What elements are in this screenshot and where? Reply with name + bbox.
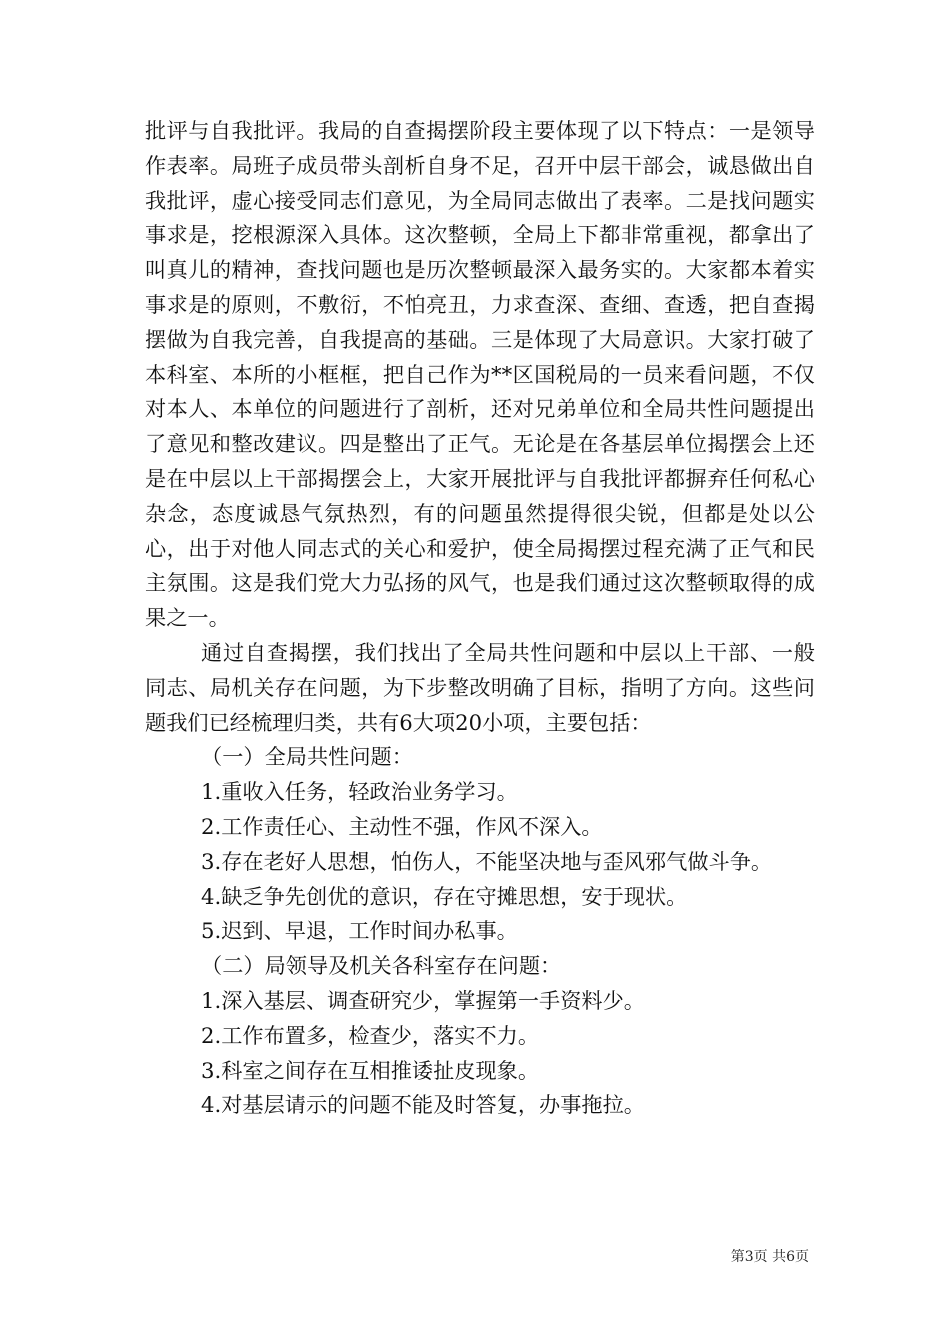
list-item: 3.科室之间存在互相推诿扯皮现象。 bbox=[201, 1057, 540, 1083]
list-item: 4.对基层请示的问题不能及时答复，办事拖拉。 bbox=[201, 1092, 645, 1118]
document-body bbox=[145, 114, 815, 1123]
list-item: 1.重收入任务，轻政治业务学习。 bbox=[201, 779, 518, 805]
list-item: 2.工作责任心、主动性不强，作风不深入。 bbox=[201, 813, 603, 839]
paragraph-problems-summary: 通过自查揭摆，我们找出了全局共性问题和中层以上干部、一般同志、局机关存在问题，为下步整改明确了目标，指明了方向。这些问题我们已经梳理归类，共有6大项20小项，主要包括： bbox=[145, 639, 815, 735]
list-item: 3.存在老好人思想，怕伤人，不能坚决地与歪风邪气做斗争。 bbox=[201, 848, 773, 874]
section-title-common-problems: （一）全局共性问题： bbox=[201, 744, 413, 770]
list-item: 4.缺乏争先创优的意识，存在守摊思想，安于现状。 bbox=[201, 883, 688, 909]
paragraph-self-examination: 批评与自我批评。我局的自查揭摆阶段主要体现了以下特点：一是领导作表率。局班子成员带头剖析自身不足，召开中层干部会，诚恳做出自我批评，虚心接受同志们意见，为全局同志做出了表率。二是找问题实事求是，挖根源深入具体。这次整顿，全局上下都非常重视，都拿出了叫真儿的精神，查找问题也是历次整顿最深入最务实的。大家都本着实事求是的原则，不敷衍，不怕亮丑，力求查深、查细、查透，把自查揭摆做为自我完善，自我提高的基础。三是体现了大局意识。大家打破了本科室、本所的小框框，把自己作为**区国税局的一员来看问题，不仅对本人、本单位的问题进行了剖析，还对兄弟单位和全局共性问题提出了意见和整改建议。四是整出了正气。无论是在各基层单位揭摆会上还是在中层以上干部揭摆会上，大家开展批评与自我批评都摒弃任何私心杂念，态度诚恳气氛热烈，有的问题虽然提得很尖锐，但都是处以公心，出于对他人同志式的关心和爱护，使全局揭摆过程充满了正气和民主氛围。这是我们党大力弘扬的风气，也是我们通过这次整顿取得的成果之一。 bbox=[145, 118, 815, 631]
section-title-leadership-problems: （二）局领导及机关各科室存在问题： bbox=[201, 953, 562, 979]
page-number: 第3页 共6页 bbox=[730, 1249, 809, 1265]
list-item: 5.迟到、早退，工作时间办私事。 bbox=[201, 918, 518, 944]
list-item: 1.深入基层、调查研究少，掌握第一手资料少。 bbox=[201, 987, 645, 1013]
list-item: 2.工作布置多，检查少，落实不力。 bbox=[201, 1022, 540, 1048]
